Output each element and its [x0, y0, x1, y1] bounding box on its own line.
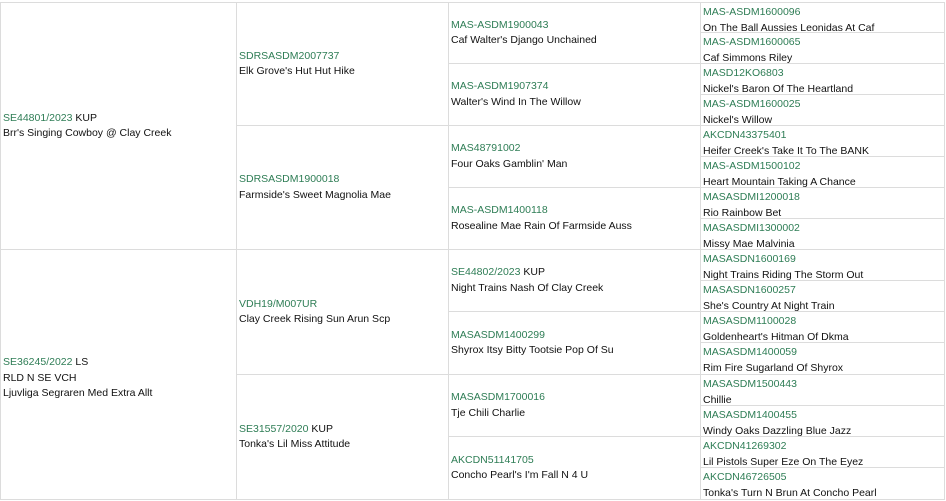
gen4-cell — [701, 188, 945, 219]
gen3-cell — [449, 437, 701, 500]
reg-link[interactable]: AKCDN46726505 — [703, 471, 787, 483]
dog-name: Lil Pistols Super Eze On The Eyez — [703, 455, 864, 468]
reg-link[interactable]: SE44801/2023 — [3, 111, 73, 124]
gen2-cell — [237, 2, 449, 126]
reg-link[interactable]: MAS-ASDM1600025 — [703, 98, 801, 110]
reg-link[interactable]: SE31557/2020 — [239, 422, 309, 435]
gen3-cell — [449, 2, 701, 64]
gen4-cell — [701, 64, 945, 95]
gen4-cell — [701, 343, 945, 375]
gen2-cell — [237, 250, 449, 375]
dog-name: Walter's Wind In The Willow — [451, 95, 581, 108]
dog-name: Night Trains Riding The Storm Out — [703, 268, 864, 281]
title-badge: KUP — [311, 422, 333, 435]
reg-link[interactable]: MAS-ASDM1400118 — [451, 204, 548, 216]
gen3-reg-line — [451, 265, 700, 281]
gen4-cell — [701, 375, 945, 406]
gen3-cell — [449, 64, 701, 126]
dog-name: Heifer Creek's Take It To The BANK — [703, 144, 869, 157]
gen4-cell — [701, 468, 945, 500]
reg-link[interactable]: MAS-ASDM1500102 — [703, 160, 801, 172]
dog-name: Tje Chili Charlie — [451, 406, 526, 419]
gen1-cell-sire — [0, 2, 237, 250]
gen2-cell — [237, 375, 449, 500]
gen4-cell — [701, 33, 945, 64]
dog-name: Caf Simmons Riley — [703, 51, 793, 64]
dog-name: Tonka's Lil Miss Attitude — [239, 438, 351, 450]
reg-link[interactable]: MAS48791002 — [451, 142, 521, 154]
gen1-cell-dam — [0, 250, 237, 500]
reg-link[interactable]: SE36245/2022 — [3, 356, 73, 369]
dog-name: Shyrox Itsy Bitty Tootsie Pop Of Su — [451, 344, 614, 356]
reg-link[interactable]: MAS-ASDM1600065 — [703, 36, 801, 48]
gen4-cell — [701, 95, 945, 126]
reg-link[interactable]: MAS-ASDM1907374 — [451, 80, 549, 92]
gen2-cell — [237, 126, 449, 250]
dog-name: Concho Pearl's I'm Fall N 4 U — [451, 469, 589, 481]
reg-link[interactable]: VDH19/M007UR — [239, 297, 318, 310]
title-badge: KUP — [523, 266, 545, 278]
reg-link[interactable]: SE44802/2023 — [451, 266, 521, 278]
reg-link[interactable]: MASASDN1600169 — [703, 253, 796, 265]
dog-name: Clay Creek Rising Sun Arun Scp — [239, 313, 391, 325]
reg-link[interactable]: MASASDM1400059 — [703, 346, 797, 358]
reg-link[interactable]: MAS-ASDM1600096 — [703, 6, 801, 18]
gen3-cell — [449, 312, 701, 375]
gen3-cell — [449, 250, 701, 312]
title-badge: LS — [75, 356, 89, 369]
reg-link[interactable]: MAS-ASDM1900043 — [451, 18, 549, 31]
dog-name: Missy Mae Malvinia — [703, 237, 795, 250]
gen4-cell — [701, 2, 945, 33]
dog-name: Rosealine Mae Rain Of Farmside Auss — [451, 219, 632, 232]
gen3-cell — [449, 188, 701, 250]
reg-link[interactable]: MASASDM1400299 — [451, 328, 545, 341]
gen4-cell — [701, 281, 945, 312]
gen4-cell — [701, 219, 945, 250]
dog-name: Night Trains Nash Of Clay Creek — [451, 281, 604, 294]
dog-name: Brr's Singing Cowboy @ Clay Creek — [3, 127, 172, 139]
title-badge: KUP — [75, 111, 97, 124]
reg-link[interactable]: AKCDN51141705 — [451, 453, 534, 466]
dog-name: Ljuvliga Segraren Med Extra Allt — [3, 387, 153, 400]
reg-link[interactable]: SDRSASDM1900018 — [239, 173, 340, 185]
reg-link[interactable]: MASASDMI1200018 — [703, 191, 800, 203]
dog-name: Rim Fire Sugarland Of Shyrox — [703, 361, 844, 374]
reg-link[interactable]: MASASDM1400455 — [703, 409, 797, 421]
reg-link[interactable]: AKCDN43375401 — [703, 129, 787, 141]
gen2-reg-line — [239, 422, 448, 438]
gen4-cell — [701, 250, 945, 281]
reg-link[interactable]: AKCDN41269302 — [703, 440, 787, 452]
dog-name: Farmside's Sweet Magnolia Mae — [239, 188, 391, 201]
gen4-cell — [701, 157, 945, 188]
dog-titles: RLD N SE VCH — [3, 371, 77, 384]
dog-name: Heart Mountain Taking A Chance — [703, 175, 856, 188]
dog-name: Chillie — [703, 393, 732, 406]
gen4-cell — [701, 437, 945, 468]
gen4-cell — [701, 312, 945, 343]
reg-link[interactable]: MASD12KO6803 — [703, 67, 784, 79]
gen1-sire-reg-line — [3, 111, 236, 127]
reg-link[interactable]: SDRSASDM2007737 — [239, 49, 340, 62]
gen4-cell — [701, 126, 945, 157]
dog-name: Nickel's Willow — [703, 113, 773, 126]
dog-name: Nickel's Baron Of The Heartland — [703, 82, 854, 95]
reg-link[interactable]: MASASDM1100028 — [703, 315, 797, 327]
reg-link[interactable]: MASASDN1600257 — [703, 284, 796, 296]
dog-name: Rio Rainbow Bet — [703, 206, 782, 219]
dog-name: Goldenheart's Hitman Of Dkma — [703, 330, 849, 343]
gen3-cell — [449, 375, 701, 437]
reg-link[interactable]: MASASDM1500443 — [703, 378, 797, 390]
dog-name: On The Ball Aussies Leonidas At Caf — [703, 21, 875, 33]
dog-name: Four Oaks Gamblin' Man — [451, 157, 568, 170]
reg-link[interactable]: MASASDMI1300002 — [703, 222, 800, 234]
gen1-dam-reg-line — [3, 355, 236, 371]
dog-name: Tonka's Turn N Brun At Concho Pearl — [703, 486, 877, 499]
dog-name: Windy Oaks Dazzling Blue Jazz — [703, 424, 852, 437]
gen4-cell — [701, 406, 945, 437]
dog-name: She's Country At Night Train — [703, 299, 835, 312]
dog-name: Elk Grove's Hut Hut Hike — [239, 65, 355, 77]
dog-name: Caf Walter's Django Unchained — [451, 34, 597, 46]
reg-link[interactable]: MASASDM1700016 — [451, 391, 545, 403]
gen3-cell — [449, 126, 701, 188]
